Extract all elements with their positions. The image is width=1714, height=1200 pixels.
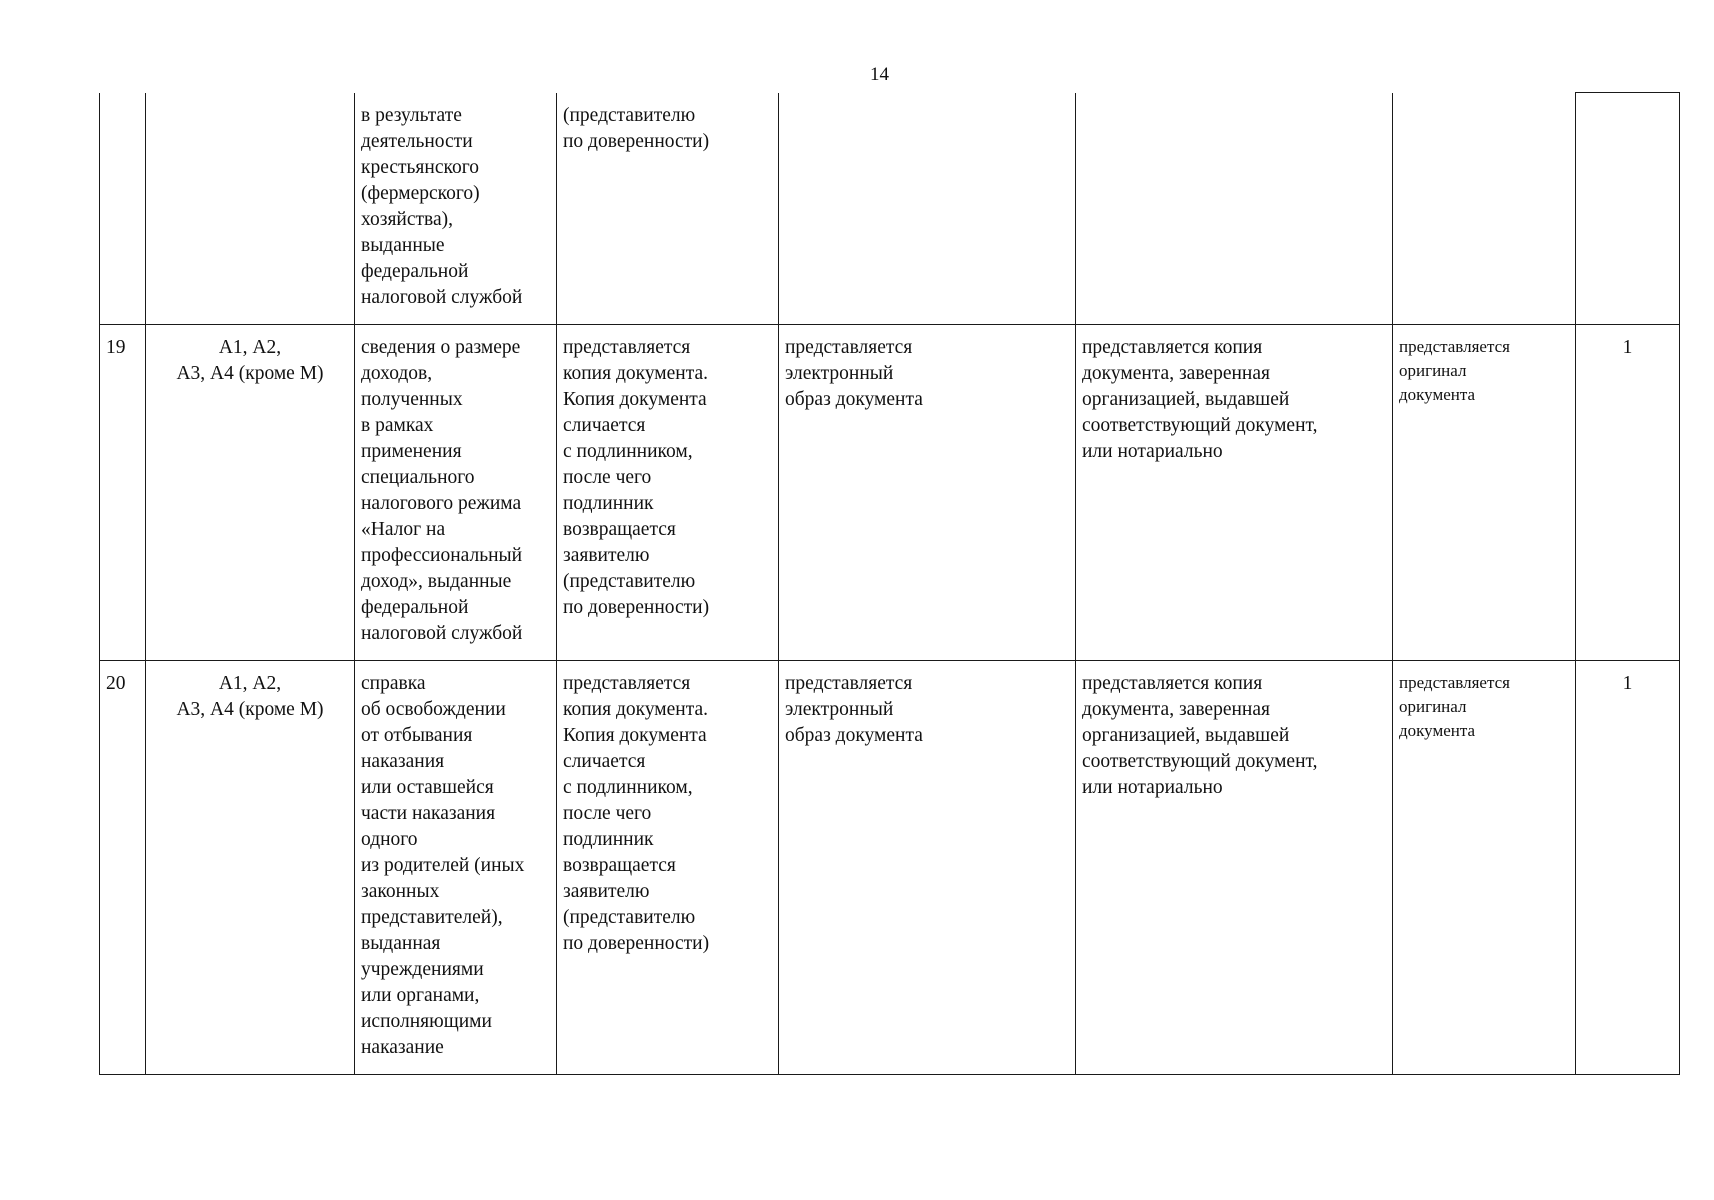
cell-paper-rule: представляется копия документа. Копия документа сличается с подлинником, после чего подлинник возвращается заявителю (представителю по доверенности): [557, 661, 779, 1075]
cell-categories: А1, А2, А3, А4 (кроме М): [146, 325, 355, 661]
cell-electronic-rule: [779, 93, 1076, 325]
cell-number: 19: [100, 325, 146, 661]
table-row-continuation: [100, 93, 1680, 325]
table-row: [100, 325, 1680, 661]
table-row: [100, 661, 1680, 1075]
cell-copy-rule: представляется копия документа, заверенная организацией, выдавшей соответствующий документ, или нотариально: [1076, 325, 1393, 661]
cell-paper-rule: (представителю по доверенности): [557, 93, 779, 325]
cell-categories: А1, А2, А3, А4 (кроме М): [146, 661, 355, 1075]
cell-document: в результате деятельности крестьянского (фермерского) хозяйства), выданные федеральной налоговой службой: [355, 93, 557, 325]
cell-electronic-rule: представляется электронный образ документа: [779, 661, 1076, 1075]
cell-copy-rule: представляется копия документа, заверенная организацией, выдавшей соответствующий документ, или нотариально: [1076, 661, 1393, 1075]
documents-table: [99, 92, 1680, 1075]
cell-count: 1: [1576, 325, 1680, 661]
cell-number: 20: [100, 661, 146, 1075]
cell-paper-rule: представляется копия документа. Копия документа сличается с подлинником, после чего подлинник возвращается заявителю (представителю по доверенности): [557, 325, 779, 661]
cell-count: [1576, 93, 1680, 325]
cell-original-rule: представляется оригинал документа: [1393, 661, 1576, 1075]
cell-electronic-rule: представляется электронный образ документа: [779, 325, 1076, 661]
cell-original-rule: [1393, 93, 1576, 325]
cell-number: [100, 93, 146, 325]
cell-copy-rule: [1076, 93, 1393, 325]
cell-document: сведения о размере доходов, полученных в рамках применения специального налогового режима «Налог на профессиональный доход», выданные федеральной налоговой службой: [355, 325, 557, 661]
page-number: 14: [870, 64, 889, 85]
cell-original-rule: представляется оригинал документа: [1393, 325, 1576, 661]
cell-categories: [146, 93, 355, 325]
cell-document: справка об освобождении от отбывания наказания или оставшейся части наказания одного из родителей (иных законных представителей), выданная учреждениями или органами, исполняющими наказание: [355, 661, 557, 1075]
cell-count: 1: [1576, 661, 1680, 1075]
